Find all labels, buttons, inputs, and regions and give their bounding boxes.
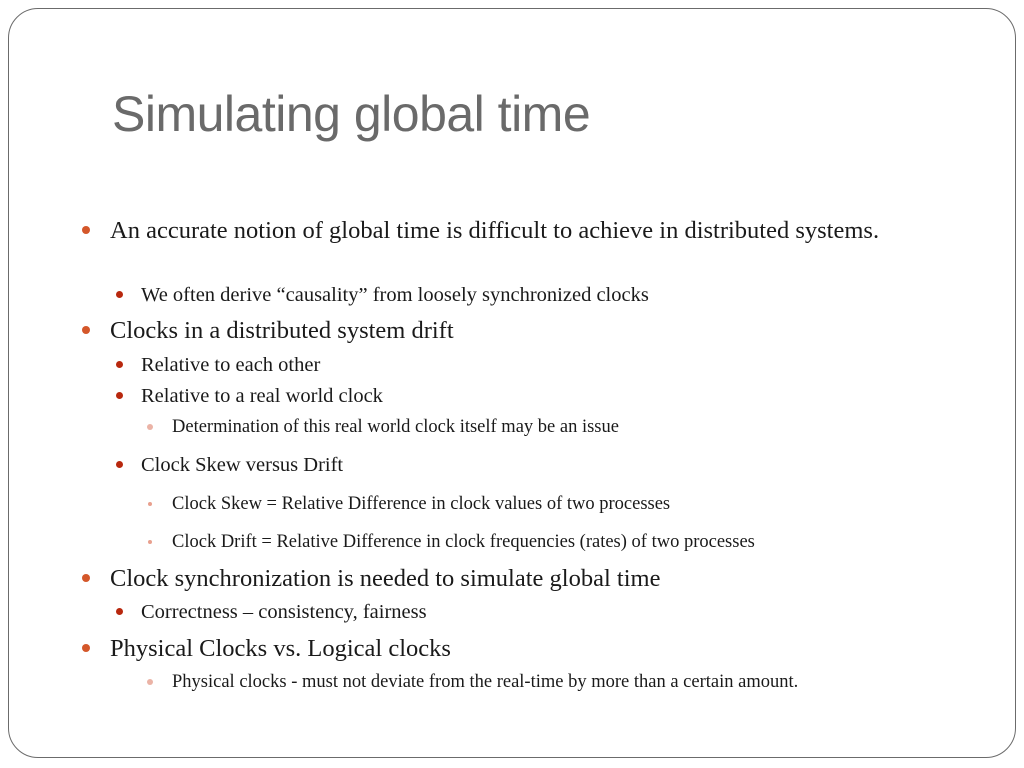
bullet-item-level3 xyxy=(172,530,932,554)
bullet-text: Clock Drift = Relative Difference in clock frequencies (rates) of two processes xyxy=(172,532,755,552)
bullet-item-level3 xyxy=(172,492,932,516)
bullet-dot-icon xyxy=(147,679,153,685)
bullet-dot-icon xyxy=(82,226,90,234)
bullet-text: Physical Clocks vs. Logical clocks xyxy=(110,635,451,662)
bullet-text: Clock Skew = Relative Difference in clock values of two processes xyxy=(172,494,671,514)
bullet-text: Determination of this real world clock itself may be an issue xyxy=(172,417,619,437)
bullet-dot-icon xyxy=(116,291,123,298)
bullet-dot-icon xyxy=(116,392,123,399)
slide-title: Simulating global time xyxy=(112,86,591,142)
bullet-text: Clocks in a distributed system drift xyxy=(110,317,454,344)
bullet-text: We often derive “causality” from loosely synchronized clocks xyxy=(141,284,649,306)
bullet-item-level1 xyxy=(110,563,910,594)
bullet-item-level2 xyxy=(141,282,921,308)
bullet-text: Relative to each other xyxy=(141,354,321,376)
bullet-text: Physical clocks - must not deviate from the real-time by more than a certain amount. xyxy=(172,672,799,692)
bullet-item-level2 xyxy=(141,452,921,478)
bullet-item-level1 xyxy=(110,315,910,346)
bullet-text: Correctness – consistency, fairness xyxy=(141,601,427,623)
bullet-dot-icon xyxy=(82,326,90,334)
bullet-dot-icon xyxy=(116,361,123,368)
bullet-dot-icon xyxy=(116,461,123,468)
bullet-text: Clock synchronization is needed to simulate global time xyxy=(110,565,661,592)
bullet-item-level3 xyxy=(172,415,932,439)
bullet-dot-icon xyxy=(148,502,152,506)
bullet-item-level3 xyxy=(172,670,932,694)
bullet-text: An accurate notion of global time is difficult to achieve in distributed systems. xyxy=(110,217,880,244)
bullet-dot-icon xyxy=(147,424,153,430)
bullet-item-level1 xyxy=(110,215,910,246)
bullet-text: Relative to a real world clock xyxy=(141,385,383,407)
bullet-dot-icon xyxy=(82,574,90,582)
bullet-item-level2 xyxy=(141,383,921,409)
bullet-item-level2 xyxy=(141,599,921,625)
bullet-dot-icon xyxy=(82,644,90,652)
bullet-text: Clock Skew versus Drift xyxy=(141,454,344,476)
bullet-dot-icon xyxy=(148,540,152,544)
bullet-dot-icon xyxy=(116,608,123,615)
bullet-item-level2 xyxy=(141,352,921,378)
bullet-item-level1 xyxy=(110,633,910,664)
